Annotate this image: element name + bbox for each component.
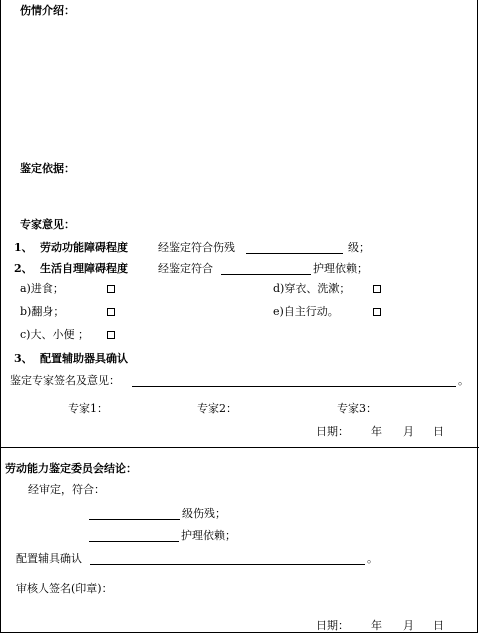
nursing-level-field[interactable] bbox=[221, 274, 311, 275]
item1-suffix: 级； bbox=[348, 241, 370, 254]
option-d-checkbox[interactable] bbox=[373, 285, 381, 293]
item2-label: 生活自理障碍程度 bbox=[40, 262, 128, 275]
committee-aids-end: 。 bbox=[367, 552, 378, 565]
option-c-label: c)大、小便 ； bbox=[20, 328, 89, 341]
option-e-checkbox[interactable] bbox=[373, 308, 381, 316]
committee-nursing-suffix: 护理依赖； bbox=[181, 529, 236, 542]
committee-disability-field[interactable] bbox=[89, 519, 180, 520]
committee-title: 劳动能力鉴定委员会结论： bbox=[5, 462, 137, 475]
expert-date-label: 日期： bbox=[316, 425, 349, 438]
expert-date-year: 年 bbox=[371, 425, 382, 438]
committee-reviewed: 经审定，符合： bbox=[28, 483, 105, 496]
option-d-label: d)穿衣、洗漱； bbox=[273, 282, 351, 295]
expert-date-month: 月 bbox=[403, 425, 414, 438]
committee-date-label: 日期： bbox=[316, 619, 349, 632]
expert-opinion-title: 专家意见： bbox=[20, 218, 75, 231]
expert-sign-field[interactable] bbox=[132, 386, 456, 387]
item1-number: 1、 bbox=[14, 241, 33, 254]
item1-label: 劳动功能障碍程度 bbox=[40, 241, 128, 254]
committee-nursing-field[interactable] bbox=[89, 541, 179, 542]
committee-date-year: 年 bbox=[371, 619, 382, 632]
committee-date-month: 月 bbox=[403, 619, 414, 632]
option-c-checkbox[interactable] bbox=[107, 331, 115, 339]
option-b-label: b)翻身； bbox=[20, 305, 65, 318]
disability-grade-field[interactable] bbox=[246, 253, 343, 254]
option-e-label: e)自主行动。 bbox=[273, 305, 339, 318]
option-a-label: a)进食； bbox=[20, 282, 64, 295]
expert-sign-label: 鉴定专家签名及意见： bbox=[10, 374, 120, 387]
committee-aids-label: 配置辅具确认 bbox=[16, 552, 82, 565]
committee-disability-suffix: 级伤残； bbox=[182, 507, 226, 520]
option-a-checkbox[interactable] bbox=[107, 285, 115, 293]
item3-number: 3、 bbox=[14, 352, 33, 365]
expert-date-day: 日 bbox=[433, 425, 444, 438]
expert-sign-end: 。 bbox=[458, 374, 469, 387]
option-b-checkbox[interactable] bbox=[107, 308, 115, 316]
committee-date-day: 日 bbox=[433, 619, 444, 632]
item1-text: 经鉴定符合伤残 bbox=[158, 241, 235, 254]
item2-suffix: 护理依赖； bbox=[313, 262, 368, 275]
item3-label: 配置辅助器具确认 bbox=[40, 352, 128, 365]
expert2-label: 专家2： bbox=[197, 402, 237, 415]
expert3-label: 专家3： bbox=[337, 402, 377, 415]
reviewer-sign-label: 审核人签名(印章)： bbox=[16, 582, 113, 595]
section-divider bbox=[1, 447, 479, 448]
committee-aids-field[interactable] bbox=[90, 564, 365, 565]
item2-number: 2、 bbox=[14, 262, 33, 275]
basis-label: 鉴定依据： bbox=[20, 162, 75, 175]
injury-intro-label: 伤情介绍： bbox=[20, 4, 75, 17]
expert1-label: 专家1： bbox=[68, 402, 108, 415]
item2-text: 经鉴定符合 bbox=[158, 262, 213, 275]
